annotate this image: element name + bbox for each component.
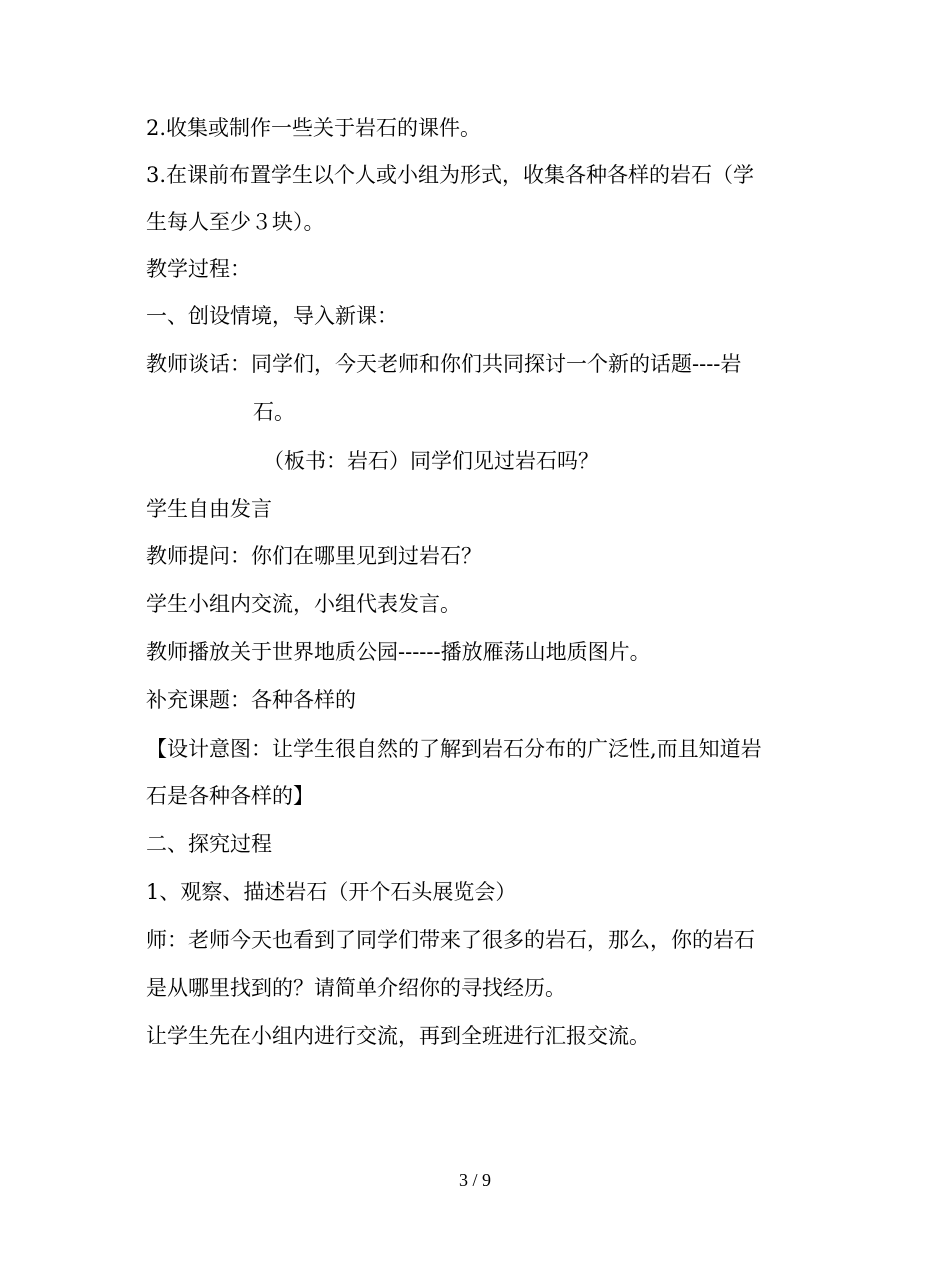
design-intent-note: 石是各种各样的】 xyxy=(146,784,314,808)
text-line: 教师播放关于世界地质公园------播放雁荡山地质图片。 xyxy=(146,640,651,664)
text-line: 3.在课前布置学生以个人或小组为形式，收集各种各样的岩石（学 xyxy=(146,163,755,187)
page-number: 3 / 9 xyxy=(458,1170,491,1190)
text-line: （板书：岩石）同学们见过岩石吗？ xyxy=(263,449,599,473)
text-line: 教师谈话：同学们，今天老师和你们共同探讨一个新的话题----岩 xyxy=(146,352,742,376)
text-line: 学生自由发言 xyxy=(146,497,272,521)
text-line: 是从哪里找到的？请简单介绍你的寻找经历。 xyxy=(146,976,566,1000)
text-line: 学生小组内交流，小组代表发言。 xyxy=(146,592,461,616)
text-line: 师：老师今天也看到了同学们带来了很多的岩石，那么，你的岩石 xyxy=(146,928,755,952)
text-line: 石。 xyxy=(253,400,295,424)
subsection-heading: 1、观察、描述岩石（开个石头展览会） xyxy=(146,880,517,904)
text-line: 教学过程： xyxy=(146,257,251,281)
text-line: 让学生先在小组内进行交流，再到全班进行汇报交流。 xyxy=(146,1024,650,1048)
text-line: 教师提问：你们在哪里见到过岩石？ xyxy=(146,544,482,568)
text-line: 2.收集或制作一些关于岩石的课件。 xyxy=(146,116,482,140)
section-heading: 一、创设情境，导入新课： xyxy=(146,304,398,328)
design-intent-note: 【设计意图：让学生很自然的了解到岩石分布的广泛性,而且知道岩 xyxy=(146,737,762,761)
text-line: 补充课题：各种各样的 xyxy=(146,688,356,712)
section-heading: 二、探究过程 xyxy=(146,832,272,856)
text-line: 生每人至少３块）。 xyxy=(146,210,325,234)
